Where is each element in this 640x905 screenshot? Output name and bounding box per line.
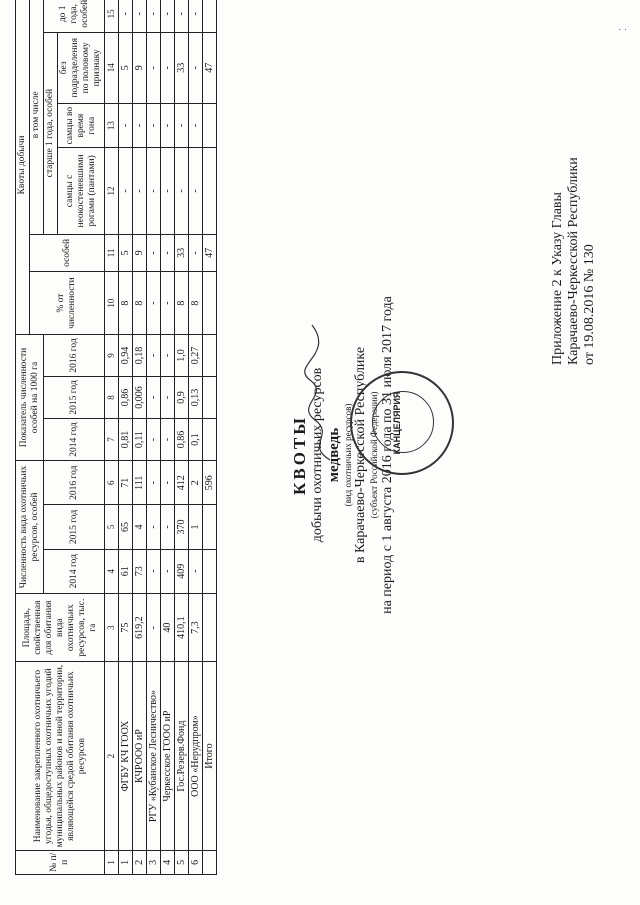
period-text: на период с 1 августа 2016 года по 31 июля 2017 года xyxy=(379,296,395,614)
table-cell-pct: 8 xyxy=(175,272,189,335)
region-caption: (субъект Российской Федерации) xyxy=(369,391,380,519)
appendix-note xyxy=(550,5,598,365)
table-cell-c14: 409 xyxy=(175,549,189,593)
total-quota: 47 xyxy=(203,234,217,272)
header-males-rut: самцы во время гона xyxy=(58,103,105,147)
table-cell-no: 6 xyxy=(189,850,203,874)
table-cell-c13: - xyxy=(161,103,175,147)
table-cell-d16: 1,0 xyxy=(175,334,189,376)
table-cell-c13: - xyxy=(175,103,189,147)
table-cell-c16: - xyxy=(147,461,161,505)
official-stamp xyxy=(350,371,454,475)
table-cell-no: 5 xyxy=(175,850,189,874)
colnum: 5 xyxy=(105,505,119,549)
table-body xyxy=(119,0,203,875)
table-cell-no: 4 xyxy=(161,850,175,874)
table-cell-area: 40 xyxy=(161,593,175,662)
total-c14 xyxy=(203,549,217,593)
table-cell-d15: 0,13 xyxy=(189,376,203,418)
total-c15 xyxy=(203,505,217,549)
table-cell-area: 7,3 xyxy=(189,593,203,662)
header-area: Площадь, свойственная для обитания вида охотничьих ресурсов, тыс. га xyxy=(16,593,105,662)
colnum: 13 xyxy=(105,103,119,147)
header-name: Наименование закрепленного охотничьего угодья, общедоступных охотничьих угодий муниципальных районов и иной территории, являющейся средой обитания охотничьих ресурсов xyxy=(16,662,105,850)
table-row xyxy=(161,0,175,875)
table-row xyxy=(147,0,161,875)
table-cell-name: Черкесское ГООО иР xyxy=(161,662,175,850)
table-cell-c15: 370 xyxy=(175,505,189,549)
table-cell-pct: 8 xyxy=(119,272,133,335)
species-caption: (вид охотничьих ресурсов) xyxy=(342,403,353,507)
colnum: 2 xyxy=(105,662,119,850)
header-d2016: 2016 год xyxy=(44,334,105,376)
header-females: самцы с неокостеневшими рогами (пантами) xyxy=(58,148,105,234)
colnum: 9 xyxy=(105,334,119,376)
table-cell-c12: - xyxy=(147,148,161,234)
table-cell-c14: - xyxy=(147,549,161,593)
table-cell-c15q: - xyxy=(147,0,161,32)
table-cell-c16: - xyxy=(161,461,175,505)
header-y2015: 2015 год xyxy=(44,505,105,549)
table-cell-c15q: - xyxy=(189,0,203,32)
colnum: 4 xyxy=(105,549,119,593)
table-cell-c14: 73 xyxy=(133,549,147,593)
total-row xyxy=(203,0,217,875)
header-pct: % от численности xyxy=(30,272,105,335)
header-younger: до 1 года, особей xyxy=(44,0,105,32)
table-row xyxy=(133,0,147,875)
table-cell-name: ООО «Нерудпром» xyxy=(189,662,203,850)
stamp-label: КАНЦЕЛЯРИЯ xyxy=(392,391,402,455)
table-cell-d15: - xyxy=(147,376,161,418)
table-cell-d16: - xyxy=(147,334,161,376)
table-cell-c14: - xyxy=(161,549,175,593)
table-cell-c12: - xyxy=(119,148,133,234)
total-no xyxy=(203,850,217,874)
table-cell-c13: - xyxy=(119,103,133,147)
appendix-line-2: Карачаево-Черкесской Республики xyxy=(566,157,581,365)
table-cell-c15: - xyxy=(147,505,161,549)
doc-subtitle: добычи охотничьих ресурсов xyxy=(309,367,325,543)
table-cell-d14: - xyxy=(147,419,161,461)
table-row xyxy=(175,0,189,875)
column-number-row xyxy=(105,0,119,875)
table-cell-c13: - xyxy=(189,103,203,147)
table-cell-d16: 0,18 xyxy=(133,334,147,376)
header-no: № п/п xyxy=(16,850,105,874)
colnum: 8 xyxy=(105,376,119,418)
table-cell-c15q: - xyxy=(175,0,189,32)
colnum: 6 xyxy=(105,461,119,505)
table-cell-d16: 0,94 xyxy=(119,334,133,376)
table-cell-q: - xyxy=(189,234,203,272)
header-d2014: 2014 год xyxy=(44,419,105,461)
colnum: 7 xyxy=(105,419,119,461)
appendix-line-3: от 19.08.2016 № 130 xyxy=(582,244,597,365)
table-cell-no: 2 xyxy=(133,850,147,874)
table-cell-d14: 0,11 xyxy=(133,419,147,461)
table-cell-d15: 0,86 xyxy=(119,376,133,418)
table-cell-c12: - xyxy=(175,148,189,234)
total-label: Итого xyxy=(203,662,217,850)
total-d16 xyxy=(203,334,217,376)
table-cell-c16: 71 xyxy=(119,461,133,505)
table-cell-c16: 111 xyxy=(133,461,147,505)
table-cell-c16: 412 xyxy=(175,461,189,505)
table-cell-c15: 4 xyxy=(133,505,147,549)
quota-table xyxy=(15,0,217,875)
header-y2016: 2016 год xyxy=(44,461,105,505)
table-cell-no: 3 xyxy=(147,850,161,874)
table-cell-d15: 0,006 xyxy=(133,376,147,418)
table-cell-q: - xyxy=(161,234,175,272)
header-d2015: 2015 год xyxy=(44,376,105,418)
table-cell-c14: - xyxy=(189,549,203,593)
total-d14 xyxy=(203,419,217,461)
table-cell-d15: - xyxy=(161,376,175,418)
table-cell-c15q: - xyxy=(161,0,175,32)
table-cell-c15: - xyxy=(161,505,175,549)
colnum: 15 xyxy=(105,0,119,32)
table-cell-c15: 65 xyxy=(119,505,133,549)
header-nosex: без подразделения по половому признаку xyxy=(58,32,105,103)
total-males xyxy=(203,103,217,147)
table-cell-c12: - xyxy=(189,148,203,234)
table-cell-c14q: - xyxy=(161,32,175,103)
table-cell-name: ФГБУ КЧ ГООХ xyxy=(119,662,133,850)
table-cell-d14: - xyxy=(161,419,175,461)
table-cell-area: 619,2 xyxy=(133,593,147,662)
signature xyxy=(300,315,340,465)
table-row xyxy=(189,0,203,875)
table-cell-q: 9 xyxy=(133,234,147,272)
species-name: медведь xyxy=(325,427,342,483)
table-cell-c16: 2 xyxy=(189,461,203,505)
total-females xyxy=(203,148,217,234)
table-cell-area: 75 xyxy=(119,593,133,662)
table-cell-q: 5 xyxy=(119,234,133,272)
total-area xyxy=(203,593,217,662)
table-cell-q: - xyxy=(147,234,161,272)
table-cell-c13: - xyxy=(133,103,147,147)
table-cell-pct: - xyxy=(147,272,161,335)
table-cell-d14: 0,81 xyxy=(119,419,133,461)
table-cell-c13: - xyxy=(147,103,161,147)
table-cell-name: Гос.Резерв.Фонд xyxy=(175,662,189,850)
table-cell-pct: - xyxy=(161,272,175,335)
colnum: 12 xyxy=(105,148,119,234)
table-cell-d16: - xyxy=(161,334,175,376)
total-count: 596 xyxy=(203,461,217,505)
table-cell-c14: 61 xyxy=(119,549,133,593)
scan-speck: ˙ ˙ xyxy=(618,28,628,39)
colnum: 10 xyxy=(105,272,119,335)
header-incl: в том числе xyxy=(30,0,44,234)
table-cell-c14q: 33 xyxy=(175,32,189,103)
table-cell-name: КЧРООО иР xyxy=(133,662,147,850)
total-d15 xyxy=(203,376,217,418)
table-cell-c15q: - xyxy=(133,0,147,32)
header-quota: Квоты добычи xyxy=(16,0,30,334)
table-cell-area: - xyxy=(147,593,161,662)
table-cell-pct: 8 xyxy=(133,272,147,335)
colnum: 14 xyxy=(105,32,119,103)
total-pct xyxy=(203,272,217,335)
header-density: Показатель численности особей на 1000 га xyxy=(16,334,44,460)
table-cell-q: 33 xyxy=(175,234,189,272)
table-cell-d14: 0,1 xyxy=(189,419,203,461)
appendix-line-1: Приложение 2 к Указу Главы xyxy=(550,192,565,365)
table-cell-c15q: - xyxy=(119,0,133,32)
table-row xyxy=(119,0,133,875)
total-young xyxy=(203,0,217,32)
total-nosex: 47 xyxy=(203,32,217,103)
header-osobey: особей xyxy=(30,234,105,272)
colnum: 1 xyxy=(105,850,119,874)
table-cell-c14q: - xyxy=(189,32,203,103)
table-cell-d14: 0,86 xyxy=(175,419,189,461)
table-cell-pct: 8 xyxy=(189,272,203,335)
header-older: старше 1 года, особей xyxy=(44,32,58,234)
table-cell-c14q: 5 xyxy=(119,32,133,103)
colnum: 11 xyxy=(105,234,119,272)
table-cell-c14q: - xyxy=(147,32,161,103)
table-cell-c14q: 9 xyxy=(133,32,147,103)
doc-title: КВОТЫ xyxy=(290,415,309,495)
colnum: 3 xyxy=(105,593,119,662)
table-cell-name: РГУ «Кубанское Лесничество» xyxy=(147,662,161,850)
header-y2014: 2014 год xyxy=(44,549,105,593)
stamp-inner-ring xyxy=(372,391,434,453)
table-cell-d15: 0,9 xyxy=(175,376,189,418)
region-name: в Карачаево-Черкесской Республике xyxy=(353,346,369,564)
table-cell-no: 1 xyxy=(119,850,133,874)
table-cell-c15: 1 xyxy=(189,505,203,549)
table-cell-d16: 0,27 xyxy=(189,334,203,376)
table-cell-c12: - xyxy=(133,148,147,234)
header-count: Численность вида охотничьих ресурсов, особей xyxy=(16,461,44,594)
table-cell-c12: - xyxy=(161,148,175,234)
table-cell-area: 410,1 xyxy=(175,593,189,662)
